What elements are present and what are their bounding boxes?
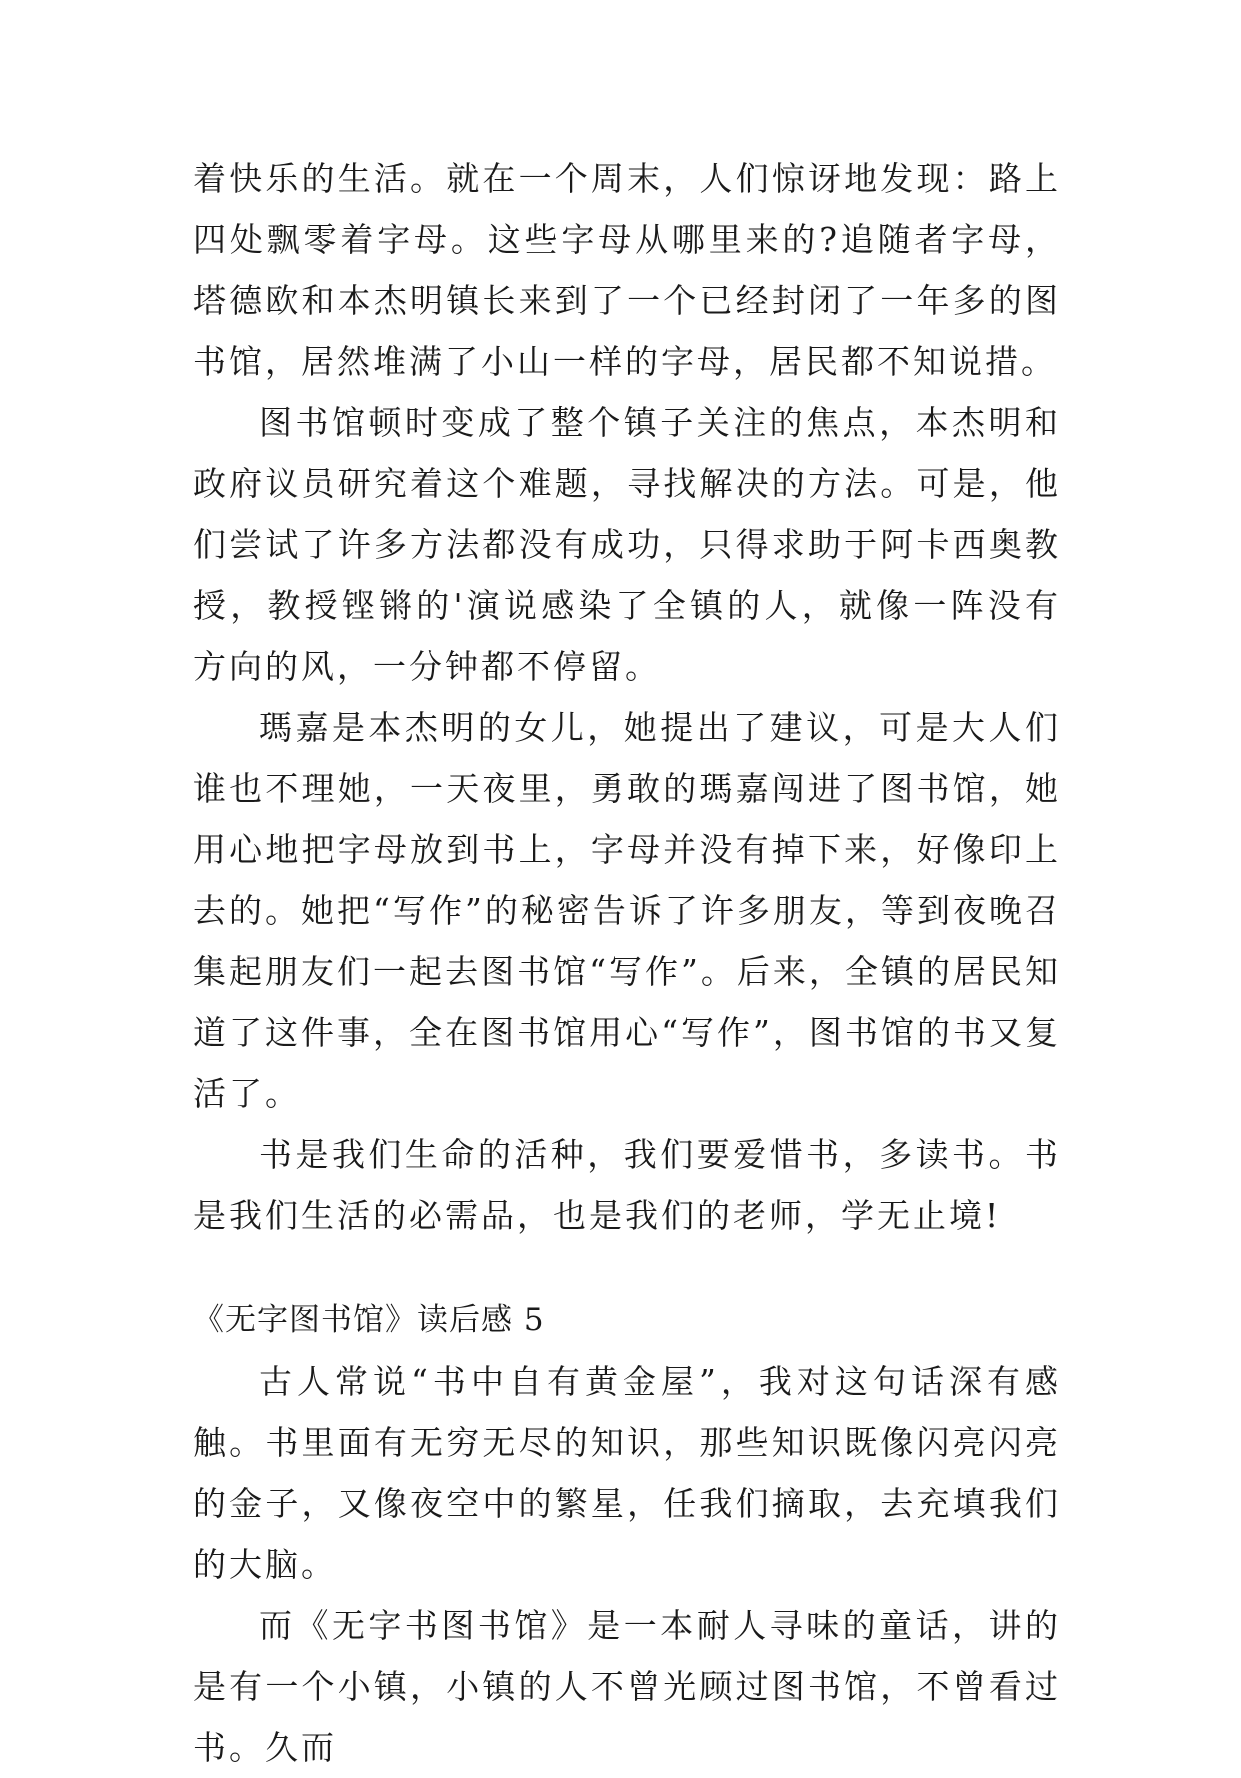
paragraph: 古人常说“书中自有黄金屋”，我对这句话深有感触。书里面有无穷无尽的知识，那些知识既像闪亮闪亮的金子，又像夜空中的繁星，任我们摘取，去充填我们的大脑。 xyxy=(193,1362,1061,1584)
paragraph-continued: 着快乐的生活。就在一个周末，人们惊讶地发现：路上四处飘零着字母。这些字母从哪里来的?追随者字母，塔德欧和本杰明镇长来到了一个已经封闭了一年多的图书馆，居然堆满了小山一样的字母，居民都不知说措。 xyxy=(193,159,1061,381)
section-title: 《无字图书馆》读后感 5 xyxy=(193,1302,545,1338)
document-page xyxy=(193,148,1061,1778)
paragraph: 而《无字书图书馆》是一本耐人寻味的童话，讲的是有一个小镇，小镇的人不曾光顾过图书馆，不曾看过书。久而 xyxy=(193,1606,1061,1767)
paragraph: 图书馆顿时变成了整个镇子关注的焦点，本杰明和政府议员研究着这个难题，寻找解决的方法。可是，他们尝试了许多方法都没有成功，只得求助于阿卡西奥教授，教授铿锵的'演说感染了全镇的人，就像一阵没有方向的风，一分钟都不停留。 xyxy=(193,403,1061,686)
paragraph: 瑪嘉是本杰明的女儿，她提出了建议，可是大人们谁也不理她，一天夜里，勇敢的瑪嘉闯进了图书馆，她用心地把字母放到书上，字母并没有掉下来，好像印上去的。她把“写作”的秘密告诉了许多朋友，等到夜晚召集起朋友们一起去图书馆“写作”。后来，全镇的居民知道了这件事，全在图书馆用心“写作”，图书馆的书又复活了。 xyxy=(193,708,1061,1113)
paragraph: 书是我们生命的活种，我们要爱惜书，多读书。书是我们生活的必需品，也是我们的老师，学无止境! xyxy=(193,1135,1061,1235)
